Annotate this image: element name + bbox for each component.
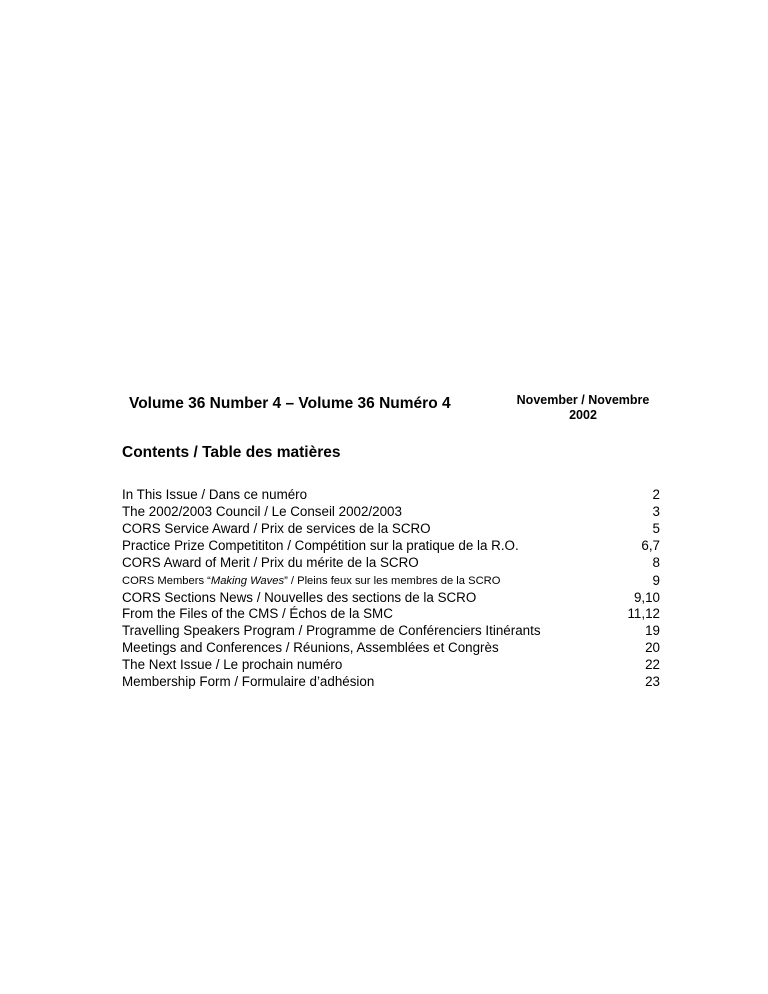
toc-entry-sections-news <box>122 589 660 606</box>
toc-entry-title: Travelling Speakers Program / Programme de Conférenciers Itinérants <box>122 623 541 639</box>
toc-entry-cms-files <box>122 606 660 623</box>
issue-date-year: 2002 <box>569 408 597 422</box>
toc-entry-page: 9,10 <box>633 590 660 606</box>
toc-entry-title: The 2002/2003 Council / Le Conseil 2002/2003 <box>122 503 402 519</box>
toc-entry-title: Meetings and Conferences / Réunions, Assemblées et Congrès <box>122 640 499 656</box>
table-of-contents <box>122 487 660 691</box>
toc-entry-title-suffix: ” / Pleins feux sur les membres de la SCRO <box>284 575 501 588</box>
toc-entry-page: 6,7 <box>641 537 660 553</box>
toc-entry-page: 5 <box>652 520 660 536</box>
toc-entry-title: From the Files of the CMS / Échos de la SMC <box>122 606 393 622</box>
toc-entry-title: In This Issue / Dans ce numéro <box>122 487 308 502</box>
toc-entry-page: 20 <box>645 640 660 656</box>
volume-title: Volume 36 Number 4 – Volume 36 Numéro 4 <box>129 395 451 412</box>
toc-entry-meetings <box>122 640 660 657</box>
toc-entry-page: 23 <box>645 673 660 689</box>
toc-entry-council <box>122 504 660 521</box>
toc-entry-service-award <box>122 521 660 538</box>
toc-entry-travelling-speakers <box>122 623 660 640</box>
issue-date <box>506 393 660 423</box>
toc-entry-title-italic: Making Waves <box>210 575 285 588</box>
toc-entry-title <box>122 571 500 591</box>
toc-entry-title: The Next Issue / Le prochain numéro <box>122 657 343 673</box>
toc-entry-page: 19 <box>645 623 660 639</box>
toc-entry-page: 3 <box>652 503 660 519</box>
issue-date-month: November / Novembre <box>516 393 650 407</box>
toc-entry-title-prefix: CORS Members “ <box>122 575 211 588</box>
toc-entry-title: CORS Award of Merit / Prix du mérite de la SCRO <box>122 554 419 570</box>
toc-entry-making-waves <box>122 571 660 589</box>
toc-entry-page: 11,12 <box>627 606 660 622</box>
toc-entry-membership-form <box>122 674 660 691</box>
toc-entry-title: Membership Form / Formulaire d’adhésion <box>122 673 375 689</box>
toc-entry-page: 9 <box>652 573 660 589</box>
toc-entry-page: 22 <box>645 657 660 673</box>
toc-entry-page: 8 <box>652 554 660 570</box>
toc-entry-in-this-issue <box>122 487 660 504</box>
toc-entry-page: 2 <box>652 487 660 502</box>
toc-entry-practice-prize <box>122 538 660 555</box>
toc-entry-award-of-merit <box>122 555 660 572</box>
toc-entry-title: CORS Sections News / Nouvelles des sections de la SCRO <box>122 590 477 606</box>
contents-heading: Contents / Table des matières <box>122 444 341 461</box>
toc-entry-title: CORS Service Award / Prix de services de la SCRO <box>122 520 431 536</box>
toc-entry-next-issue <box>122 657 660 674</box>
toc-entry-title: Practice Prize Competititon / Compétition sur la pratique de la R.O. <box>122 537 519 553</box>
